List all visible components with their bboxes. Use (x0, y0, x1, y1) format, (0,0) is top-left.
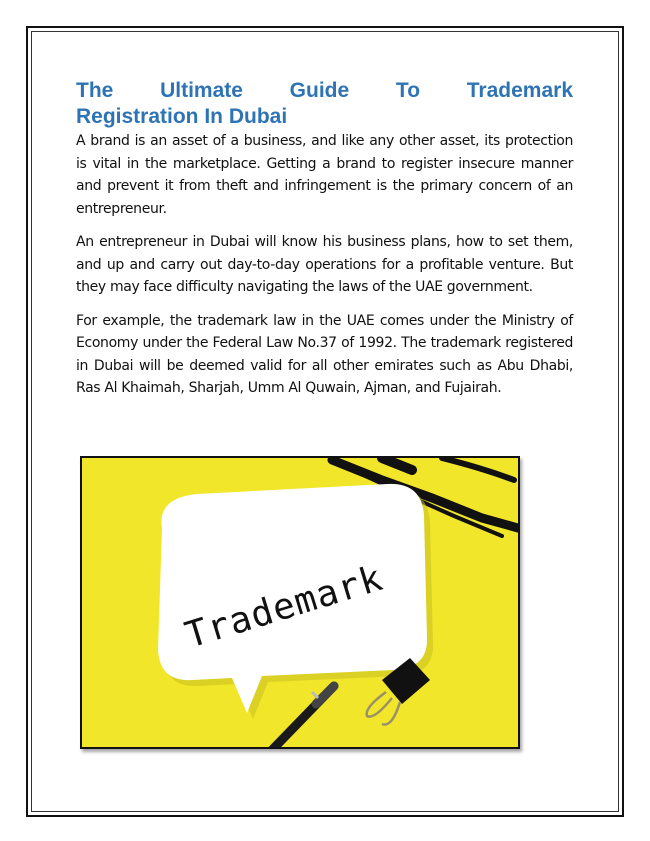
title-line-2: Registration In Dubai (76, 105, 288, 128)
title-word: To (395, 79, 421, 102)
title-word: Ultimate (160, 79, 243, 102)
article-title (76, 78, 573, 130)
bubble-text: Trademark (180, 557, 388, 657)
title-word: Guide (289, 79, 350, 102)
title-word: Trademark (466, 79, 573, 102)
title-word: The (76, 79, 114, 102)
paragraph-2: An entrepreneur in Dubai will know his business plans, how to set them, and up and carry out day-to-day operations for a profitable venture. But they may face difficulty navigating the laws of the UAE government. (76, 234, 573, 295)
paragraph-1: A brand is an asset of a business, and like any other asset, its protection is vital in the marketplace. Getting a brand to register insecure manner and prevent it from theft and infringement is the primary concern of an entrepreneur. (76, 133, 573, 217)
title-line-1 (76, 78, 573, 104)
article-content (76, 78, 573, 411)
trademark-photo (80, 456, 520, 749)
paragraph-3: For example, the trademark law in the UAE comes under the Ministry of Economy under the Federal Law No.37 of 1992. The trademark registered in Dubai will be deemed valid for all other emirates such as Abu Dhabi, Ras Al Khaimah, Sharjah, Umm Al Quwain, Ajman, and Fujairah. (76, 312, 573, 396)
